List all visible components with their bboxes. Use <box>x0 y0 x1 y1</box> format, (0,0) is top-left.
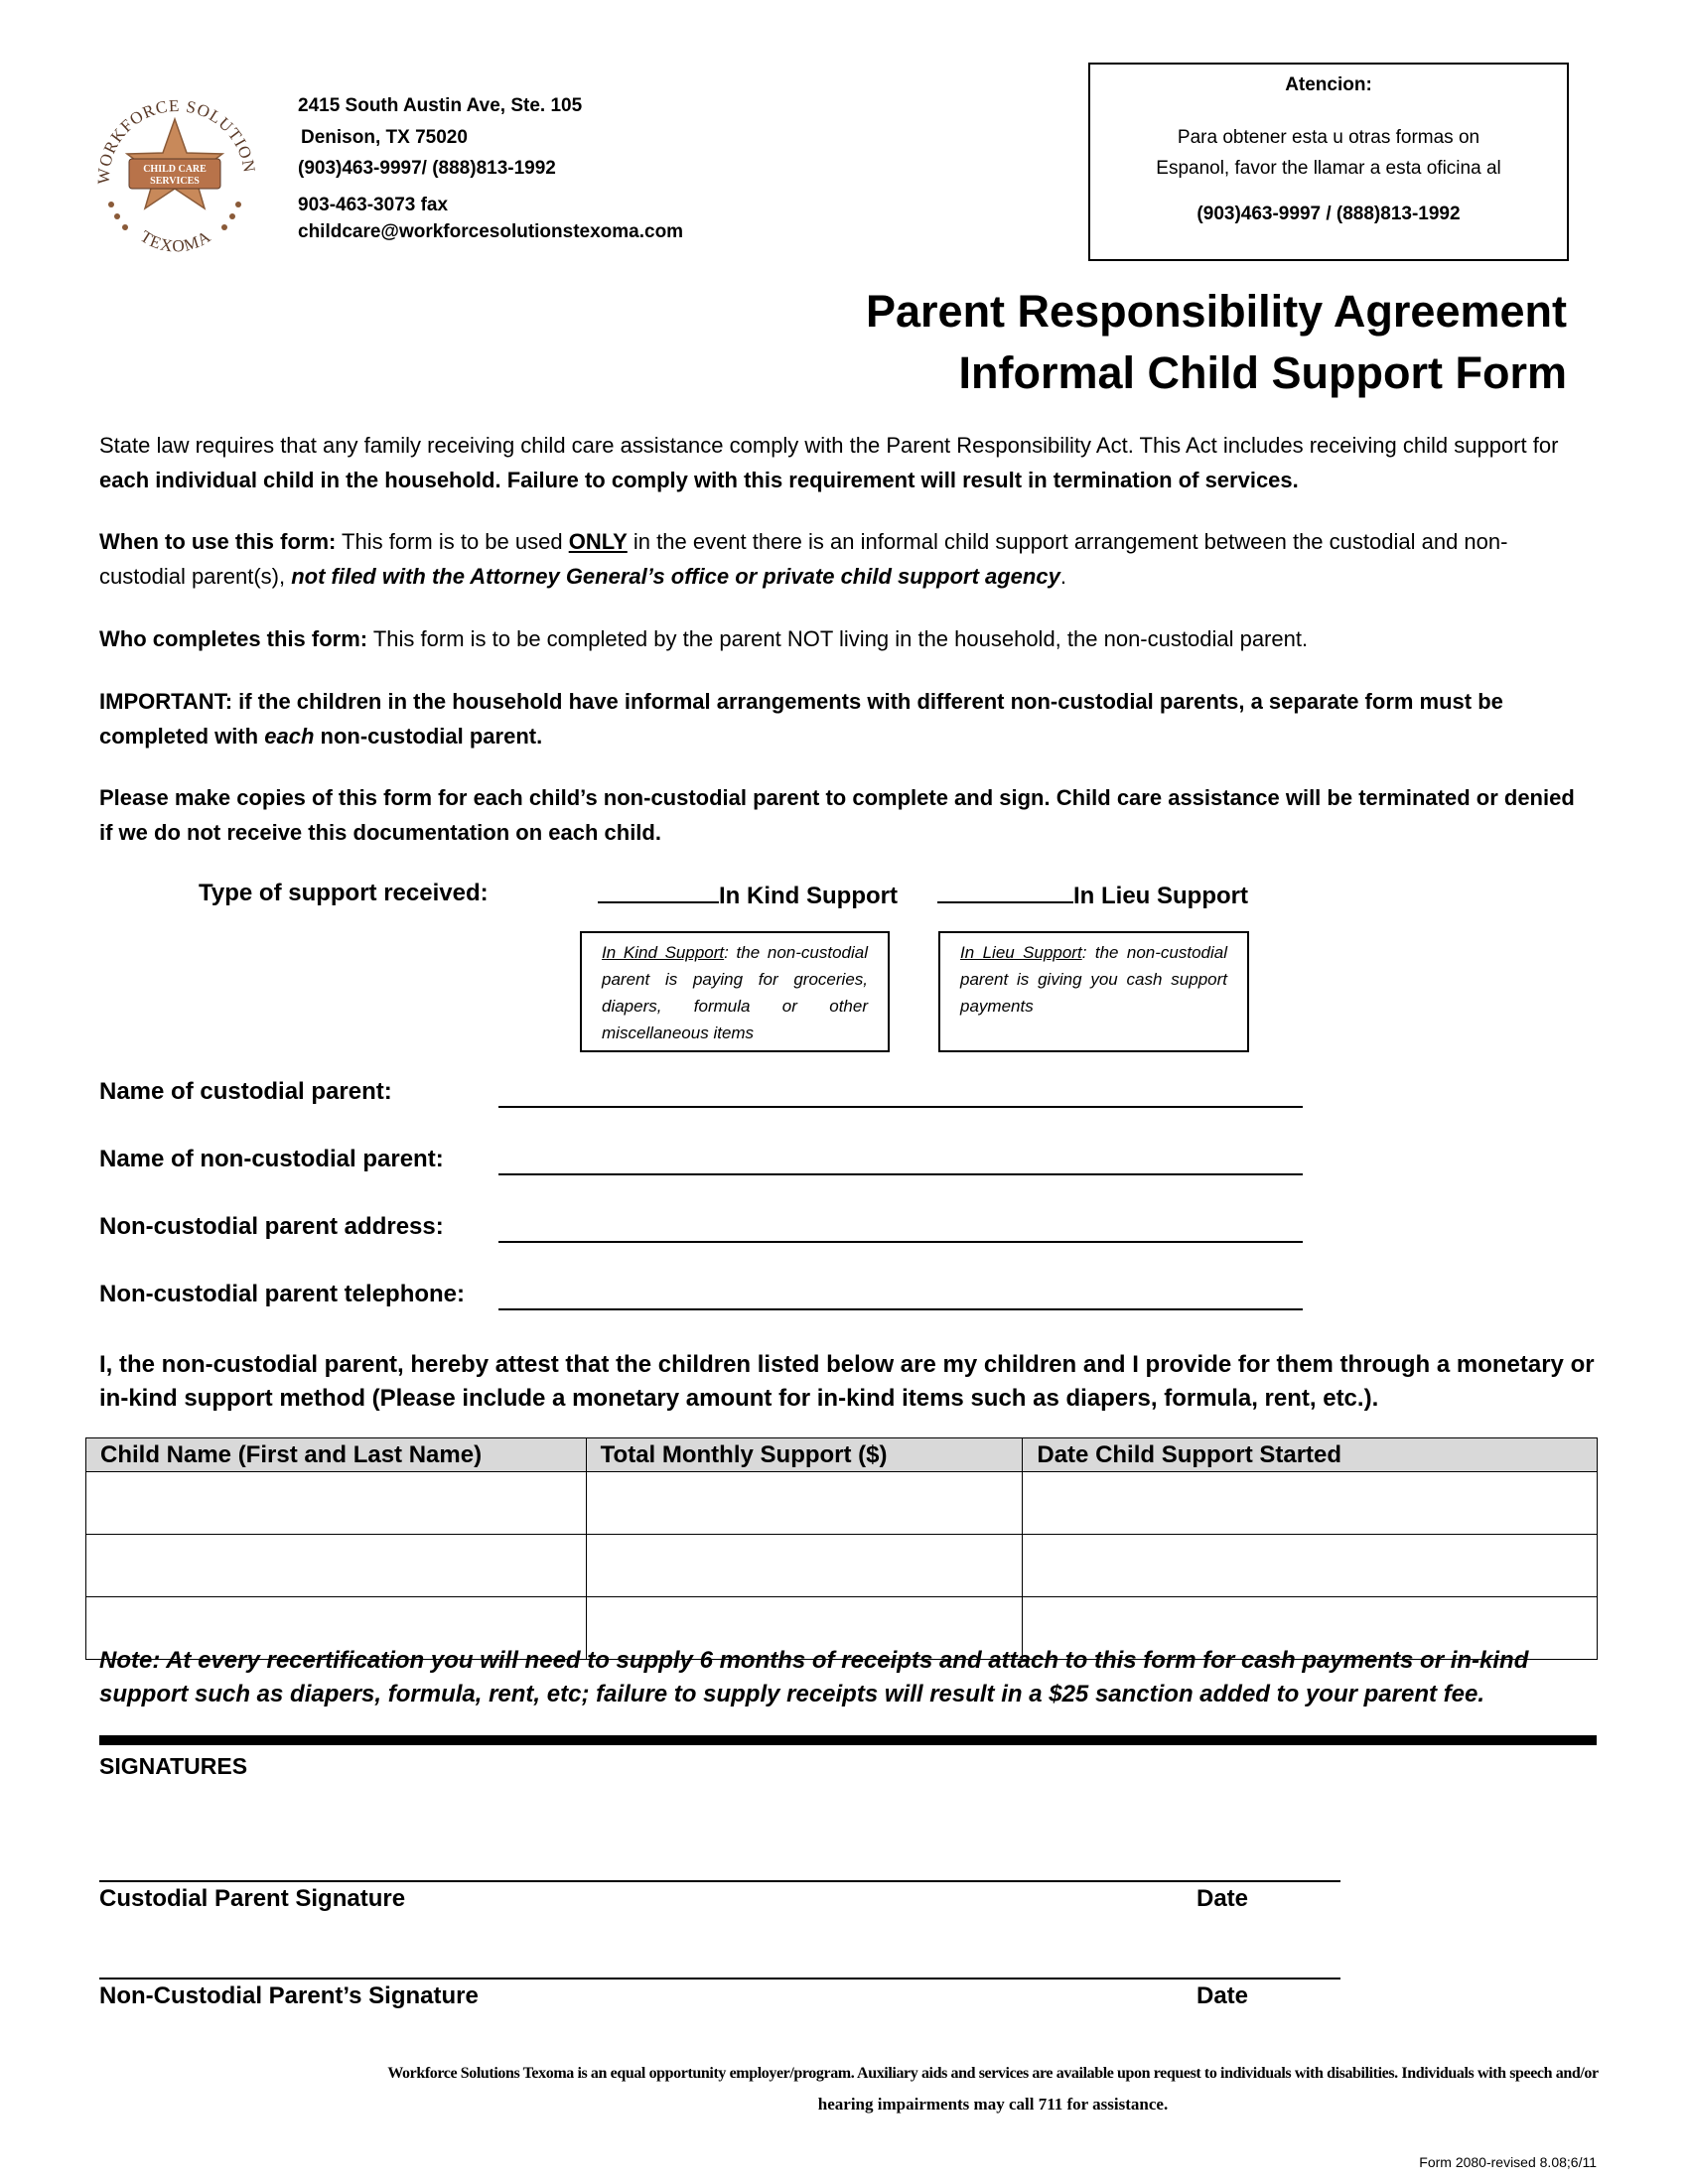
noncustodial-address-field[interactable] <box>498 1241 1303 1243</box>
in-kind-blank[interactable] <box>598 880 719 903</box>
who-completes-label: Who completes this form: <box>99 626 368 651</box>
address-fax: 903-463-3073 fax <box>298 195 449 215</box>
custodial-name-label: Name of custodial parent: <box>99 1078 392 1105</box>
custodial-date-label: Date <box>1196 1885 1249 1912</box>
in-lieu-def-text: : the non-custodial parent is giving you cash support payments <box>960 943 1228 1016</box>
notice-phone: (903)463-9997 / (888)813-1992 <box>1196 204 1461 224</box>
in-lieu-label: In Lieu Support <box>1073 883 1248 909</box>
workforce-solutions-logo <box>87 87 261 261</box>
in-kind-def-term: In Kind Support <box>602 943 725 962</box>
footer-line2: hearing impairments may call 711 for assistance. <box>817 2095 1169 2114</box>
svg-text:WORKFORCE SOLUTIONS: WORKFORCE SOLUTION <box>93 95 259 185</box>
support-type-label: Type of support received: <box>199 880 489 906</box>
notice-line2: Espanol, favor the llamar a esta oficina al <box>1156 158 1501 179</box>
custodial-signature-label: Custodial Parent Signature <box>99 1885 406 1912</box>
footer-line1: Workforce Solutions Texoma is an equal opportunity employer/program. Auxiliary aids and services are available upon request to individuals with disabilities. Individuals with speech and/or <box>387 2065 1599 2082</box>
table-row <box>86 1472 1598 1535</box>
svg-text:TEXOMA: TEXOMA <box>136 226 215 256</box>
form-title: Parent Responsibility Agreement <box>865 286 1567 337</box>
header-monthly-support: Total Monthly Support ($) <box>586 1438 1023 1472</box>
child-name-cell[interactable] <box>86 1472 587 1535</box>
form-number: Form 2080-revised 8.08;6/11 <box>1419 2154 1597 2170</box>
important-text-a: IMPORTANT: if the children in the household have informal arrangements with different non-custodial parents, a separate form must be completed with <box>99 689 1503 749</box>
header-date-started: Date Child Support Started <box>1023 1438 1598 1472</box>
in-kind-definition-box <box>580 931 890 1052</box>
monthly-support-cell[interactable] <box>586 1472 1023 1535</box>
table-row <box>86 1535 1598 1597</box>
noncustodial-date-label: Date <box>1196 1982 1249 2009</box>
noncustodial-signature-label: Non-Custodial Parent’s Signature <box>99 1982 479 2009</box>
intro-paragraph-4 <box>99 684 1589 753</box>
when-text-end: . <box>1059 564 1066 589</box>
address-phone: (903)463-9997/ (888)813-1992 <box>298 158 556 179</box>
spanish-notice-box <box>1088 63 1569 261</box>
signatures-heading: SIGNATURES <box>99 1753 248 1779</box>
notice-title: Atencion: <box>1285 74 1372 95</box>
custodial-name-field[interactable] <box>498 1106 1303 1108</box>
section-divider <box>99 1735 1597 1745</box>
date-started-cell[interactable] <box>1023 1472 1598 1535</box>
noncustodial-signature-field[interactable] <box>99 1978 1340 1979</box>
intro-paragraph-1 <box>99 428 1589 497</box>
in-lieu-definition-box <box>938 931 1249 1052</box>
in-kind-option[interactable] <box>598 880 898 910</box>
custodial-signature-field[interactable] <box>99 1880 1340 1882</box>
when-text-emphasis: not filed with the Attorney General’s office or private child support agency <box>291 564 1060 589</box>
monthly-support-cell[interactable] <box>586 1535 1023 1597</box>
only-emphasis: ONLY <box>568 529 628 554</box>
svg-text:CHILD CARE: CHILD CARE <box>143 164 207 175</box>
who-completes-text: This form is to be completed by the parent NOT living in the household, the non-custodial parent. <box>367 626 1309 651</box>
notice-text <box>1090 122 1567 184</box>
in-lieu-def-term: In Lieu Support <box>960 943 1082 962</box>
header-child-name: Child Name (First and Last Name) <box>86 1438 587 1472</box>
noncustodial-name-field[interactable] <box>498 1173 1303 1175</box>
intro-p1-text: State law requires that any family receiving child care assistance comply with the Parent Responsibility Act. This Act includes receiving child support for <box>99 433 1559 458</box>
intro-paragraph-5: Please make copies of this form for each child’s non-custodial parent to complete and sign. Child care assistance will be terminated or denied if we do not receive this documentation on each child. <box>99 785 1575 845</box>
in-kind-label: In Kind Support <box>719 883 898 909</box>
important-text-b: non-custodial parent. <box>314 724 543 749</box>
address-email: childcare@workforcesolutionstexoma.com <box>298 221 684 242</box>
form-subtitle: Informal Child Support Form <box>958 347 1567 398</box>
noncustodial-phone-field[interactable] <box>498 1308 1303 1310</box>
child-name-cell[interactable] <box>86 1535 587 1597</box>
noncustodial-name-label: Name of non-custodial parent: <box>99 1146 444 1172</box>
in-kind-def-text: : the non-custodial parent is paying for groceries, diapers, formula or other miscellaneous items <box>602 943 868 1042</box>
equal-opportunity-footer <box>387 2058 1599 2119</box>
when-text-b: in the event there is an informal child support arrangement between the custodial and non-custodial parent(s), <box>99 529 1508 589</box>
address-line1: 2415 South Austin Ave, Ste. 105 <box>298 95 583 116</box>
date-started-cell[interactable] <box>1023 1535 1598 1597</box>
child-support-table <box>85 1437 1598 1660</box>
table-header-row <box>86 1438 1598 1472</box>
intro-paragraph-2 <box>99 524 1589 594</box>
in-lieu-blank[interactable] <box>937 880 1073 903</box>
intro-p1-bold: each individual child in the household. Failure to comply with this requirement will result in termination of services. <box>99 468 1299 492</box>
recertification-note: Note: At every recertification you will need to supply 6 months of receipts and attach to this form for cash payments or in-kind support such as diapers, formula, rent, etc; failure to supply receipts will result in a $25 sanction added to your parent fee. <box>99 1647 1529 1707</box>
noncustodial-phone-label: Non-custodial parent telephone: <box>99 1281 466 1307</box>
when-text-a: This form is to be used <box>336 529 569 554</box>
svg-text:SERVICES: SERVICES <box>150 176 200 187</box>
address-line2: Denison, TX 75020 <box>301 127 468 148</box>
important-each: each <box>264 724 315 749</box>
intro-paragraph-3 <box>99 621 1589 656</box>
when-to-use-label: When to use this form: <box>99 529 337 554</box>
noncustodial-address-label: Non-custodial parent address: <box>99 1213 444 1240</box>
in-lieu-option[interactable] <box>937 880 1248 910</box>
notice-line1: Para obtener esta u otras formas on <box>1177 127 1480 148</box>
attestation-statement: I, the non-custodial parent, hereby attest that the children listed below are my children and I provide for them through a monetary or in-kind support method (Please include a monetary amount for in-kind items such as diapers, formula, rent, etc.). <box>99 1351 1595 1412</box>
